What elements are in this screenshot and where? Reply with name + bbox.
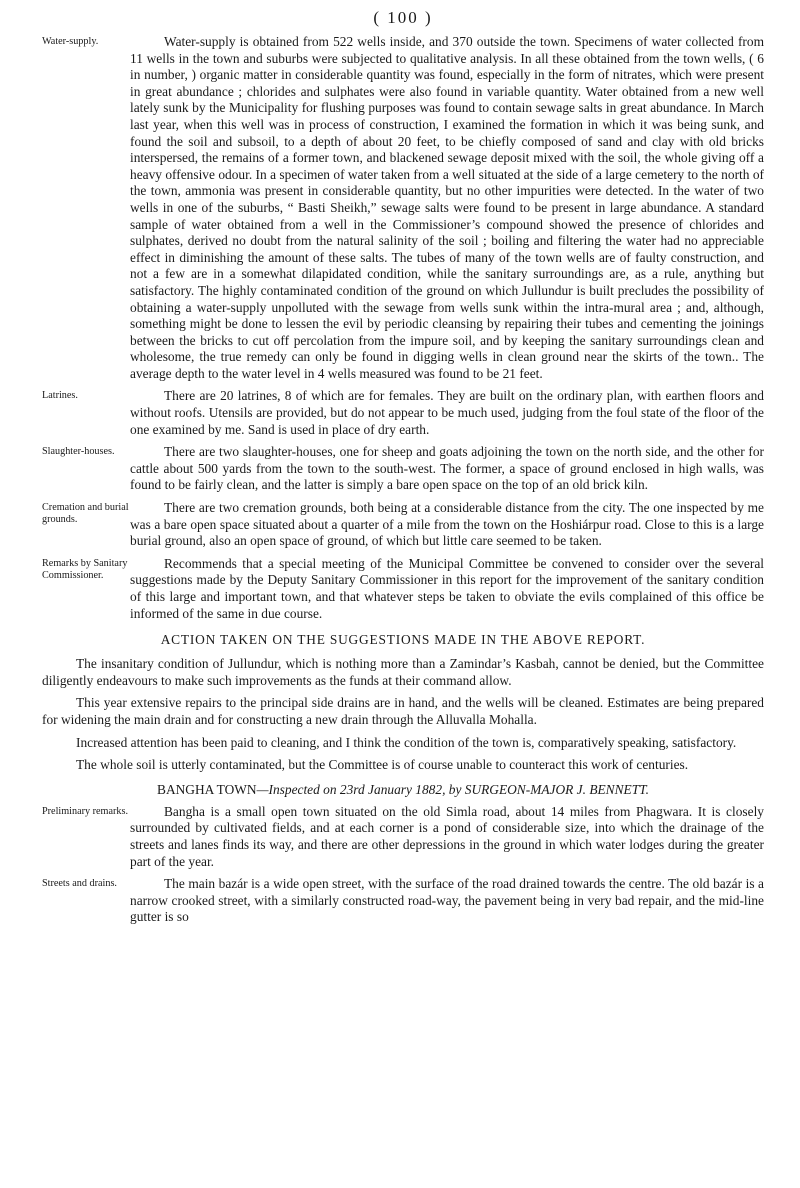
margin-note-water-supply: Water-supply.	[42, 36, 99, 47]
section-cremation	[42, 500, 764, 556]
inspection-town: BANGHA TOWN	[157, 781, 257, 797]
section-preliminary	[42, 804, 764, 876]
paragraph-recommends: Recommends that a special meeting of the Municipal Committee be convened to consider over the several suggestions made by the Deputy Sanitary Commissioner in this report for the improvement of the sanitary condition of this large and important town, and that whatever steps be taken to obviate the evils complained of this office be informed of the same in due course.	[130, 555, 764, 621]
paragraph-whole-soil: The whole soil is utterly contaminated,‍ but the Committee is of course unable to counteract this work of centuries.	[76, 757, 689, 773]
page-number: ( 100 )	[373, 8, 433, 27]
margin-note-streets: Streets and drains.	[42, 878, 117, 890]
paragraph-insanitary: The insanitary condition of Jullundur, which is nothing more than a Zamindar’s Kasbah, cannot be denied, but the Committee diligently endeavours to make such improvements as the funds at their command allow.	[42, 656, 764, 688]
section-remarks	[42, 556, 764, 628]
paragraph-slaughter-houses: There are two slaughter-houses, one for sheep and goats adjoining the town on the north side, and the other for cattle about 500 yards from the town to the south-west. The former, a space of ground enclosed in high walls, was found to be fairly clean, and the latter is simply a bare open space on the top of an old brick kiln.	[130, 444, 764, 493]
paragraph-water-supply: Water-supply is obtained from 522 wells inside, and 370 outside the town. Specimens of water collected from 11 wells in the town and suburbs were subjected to qualitative analysis. In all these obtained from the town wells, ( 6 in number, ) organic matter in considerable quantity was found, especially in the form of nitrates, which were present in great abundance ; chlorides and sulphates were also found in variable quantity. Water obtained from a new well lately sunk by the Municipality for flushing purposes was found to contain sewage salts in great abundance. In March last year, when this well was in process of construction, I examined the formation in which it was being sunk, and found the soil and subsoil, to a depth of about 20 feet, to be chiefly composed of sand and clay with old bricks interspersed, the remains of a former town, and blackened sewage deposit mixed with the soil, the whole giving off a heavy offensive odour. In a specimen of water taken from a well situated at the side of a large cemetery to the north of the town, ammonia was present in considerable quantity, but no other impurities were detected. In the water of two wells in one of the suburbs, “ Basti Sheikh,” sewage salts were found to be present in large abundance. A standard sample of water obtained from a well in the Commissioner’s compound showed the presence of chlorides and sulphates, derived no doubt from the natural salinity of the soil ; boiling and filtering the water had no appreciable effect in diminishing the amount of these salts. The tubes of many of the town wells are of faulty construction, and not a few are in a somewhat dilapidated condition, while the sanitary surroundings are, as a rule, anything but satisfactory. The highly contaminated condition of the ground on which Jullundur is built precludes the possibility of obtaining a water-supply unpolluted with the sewage from wells sunk within the intra-mural area ; and, although, something might be done to lessen the evil by periodic cleansing by repairing their tubes and cementing the joinings between the bricks to cut off percolation from the impure soil, and by keeping the sanitary surroundings clean and wholesome, the true remedy can only be found in digging wells in clean ground near the skirts of the town.. The average depth to the water level in 4 wells measured was found to be 21 feet.	[130, 34, 764, 381]
paragraph-bangha: Bangha is a small open town situated on the old Simla road, about 14 miles from Phagwara. It is closely surrounded by cultivated fields, and at each corner is a pond of considerable size, into which the drainage of the streets and lanes finds its way, and there are other depressions in the ground in which water lodges during the greater part of the year.	[130, 803, 764, 869]
margin-note-slaughter-houses: Slaughter-houses.	[42, 446, 115, 458]
document-page	[42, 8, 764, 932]
paragraph-cremation: There are two cremation grounds, both being at a considerable distance from the city. The one inspected by me was a bare open space situated about a quarter of a mile from the town on the Hoshiárpur road. Close to this is a large burial ground, also an open space of ground, of which but little care seemed to be taken.	[130, 500, 764, 549]
section-water-supply	[42, 34, 764, 388]
section-heading: ACTION TAKEN ON THE SUGGESTIONS MADE IN THE ABOVE REPORT.	[160, 632, 646, 648]
paragraph-latrines: There are 20 latrines, 8 of which are for females. They are built on the ordinary plan, with earthen floors and without roofs. Utensils are provided, but do not appear to be much used, judging from the foul state of the floor of the one examined by me. Sand is used in place of dry earth.	[130, 388, 764, 437]
paragraph-bazar: The main bazár is a wide open street, with the surface of the road drained towards the centre. The old bazár is a narrow crooked street, with a similarly constructed road-way, the pavement being in very bad repair, and the mid-line gutter is so	[130, 876, 764, 925]
margin-note-cremation: Cremation and burial grounds.	[42, 502, 129, 526]
margin-note-remarks: Remarks by Sanitary Commissioner.	[42, 557, 128, 581]
inspection-line	[42, 782, 764, 798]
section-slaughter-houses	[42, 444, 764, 500]
paragraph-repairs: This year extensive repairs to the principal side drains are in hand, and the wells will be cleaned. Estimates are being prepared for widening the main drain and for constructing a new drain through the Alluvalla Mohalla.	[42, 695, 764, 727]
section-streets	[42, 876, 764, 932]
margin-note-latrines: Latrines.	[42, 390, 78, 402]
inspection-details: —Inspected on 23rd January 1882, by SURGEON-MAJOR J. BENNETT.	[256, 781, 649, 797]
section-latrines	[42, 388, 764, 444]
margin-note-preliminary: Preliminary remarks.	[42, 805, 129, 817]
paragraph-increased: Increased attention has been paid to cleaning, and I think the condition of the town is, comparatively speaking, satisfactory.	[76, 734, 737, 750]
